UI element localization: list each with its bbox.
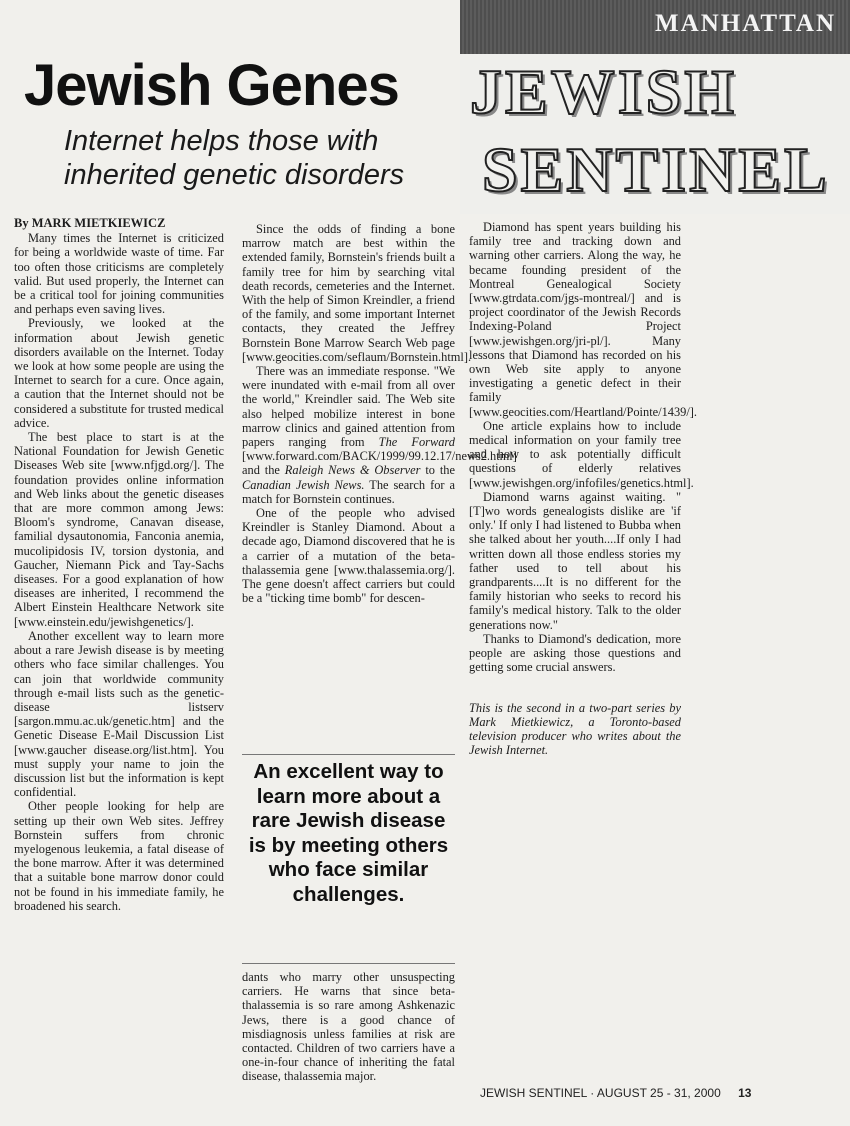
article-column-2-continued (242, 970, 455, 1084)
paragraph-text: The search for a match for Bornstein continues. (242, 477, 456, 506)
paragraph: Diamond warns against waiting. "[T]wo words genealogists dislike are 'if only.' If only I had listened to Bubba when she talked about her youth....If only I had written down all those endless stories my father used to tell about his grandparents....It is no different for the family historian who seeks to record his family's medical history. Talk to the older generations now." (469, 489, 681, 632)
publication-name: Raleigh News & Observer (284, 463, 421, 478)
paragraph: Other people looking for help are setting up their own Web sites. Jeffrey Bornstein suffers from chronic myelogenous leukemia, a fatal disease of the bone marrow. After it was determined that a suitable bone marrow donor could not be found in his immediate family, he broadened his search. (14, 799, 224, 913)
page-footer (480, 1086, 751, 1100)
paragraph: Many times the Internet is criticized for being a worldwide waste of time. Far too often those criticisms are completely valid. But used properly, the Internet can be a critical tool for joining communities and perhaps even saving lives. (14, 231, 224, 317)
paragraph-text: [www.forward.com/BACK/1999/99.12.17/news2.html] and the (242, 449, 517, 478)
paragraph: One of the people who advised Kreindler is Stanley Diamond. About a decade ago, Diamond discovered that he is a carrier of a mutation of the beta-thalassemia gene [www.thalassemia.org/]. The gene doesn't affect carriers but could be a "ticking time bomb" for descen- (242, 506, 455, 606)
pullquote-rule (242, 963, 455, 964)
publication-name: Canadian Jewish News. (242, 477, 365, 492)
paragraph: Diamond has spent years building his family tree and tracking down and warning other carriers. Along the way, he became founding president of the Montreal Genealogical Society [www.gtrdata.com/jgs-montreal/] and is project coordinator of the Jewish Records Indexing-Poland Project [www.jewishgen.org/jri-pl/]. Many lessons that Diamond has recorded on his own Web site apply to anyone investigating a genetic defect in their family [www.geocities.com/Heartland/Pointe/1439/]. (469, 220, 698, 419)
paragraph-text: There was an immediate response. "We were inundated with e-mail from all over the world," Kreindler said. The Web site also helped mobilize interest in bone marrow clinics and gained attention from papers ranging from (242, 364, 455, 450)
paragraph: dants who marry other unsuspecting carriers. He warns that since beta-thalassemia is so rare among Ashkenazic Jews, there is a good chance of misdiagnosis unless families at risk are contacted. Children of two carriers have a one-in-four chance of inheriting the fatal disease, thalassemia major. (242, 970, 455, 1084)
byline: By MARK MIETKIEWICZ (14, 216, 166, 230)
paragraph: Since the odds of finding a bone marrow match are best within the extended family, Bornstein's friends built a family tree for him by searching vital death records, cemeteries and the Internet. With the help of Simon Kreindler, a friend of the family, and some important Internet contacts, they created the Jeffrey Bornstein Bone Marrow Search Web page [www.geocities.com/seflaum/Bornstein.html]. (242, 222, 472, 364)
author-note-text: This is the second in a two-part series by Mark Mietkiewicz, a Toronto-based television producer who writes about the Jewish Internet. (469, 700, 681, 758)
article-subhead (64, 124, 404, 192)
newspaper-masthead (460, 54, 850, 214)
pullquote-rule (242, 754, 455, 755)
paragraph: Previously, we looked at the information about Jewish genetic disorders available on the Internet. Today we look at how some people are using the Internet to search for a cure. Once again, a caution that the Internet should not be considered a substitute for trusted medical advice. (14, 316, 224, 430)
paragraph: Another excellent way to learn more about a rare Jewish disease is by meeting others who face similar challenges. You can join that worldwide community through e-mail lists such as the genetic-disease listserv [sargon.mmu.ac.uk/genetic.htm] and the Genetic Disease E-Mail Discussion List [www.gaucher disease.org/list.htm]. You must supply your name to join the discussion list but the information is kept confidential. (14, 628, 224, 800)
section-label: MANHATTAN (655, 10, 836, 37)
article-column-1 (14, 216, 224, 913)
paragraph: One article explains how to include medical information on your family tree and how to ask potentially difficult questions of elderly relatives [www.jewishgen.org/infofiles/genetics.html]. (469, 418, 694, 490)
article-headline: Jewish Genes (24, 53, 399, 118)
masthead-word-jewish: JEWISH (470, 56, 737, 127)
paragraph (242, 364, 517, 506)
article-column-3 (469, 220, 698, 758)
masthead-word-sentinel: SENTINEL (482, 134, 830, 205)
publication-name: The Forward (378, 435, 455, 450)
paragraph-text: to the (425, 463, 455, 478)
paragraph: Thanks to Diamond's dedication, more people are asking those questions and getting some crucial answers. (469, 631, 681, 675)
page-number: 13 (738, 1086, 752, 1100)
author-note (469, 701, 681, 758)
subhead-line-1: Internet helps those with (64, 125, 379, 157)
paragraph: The best place to start is at the National Foundation for Jewish Genetic Diseases Web site [www.nfjgd.org/]. The foundation provides online information and Web links about the genetic diseases that are more common among Jews: Bloom's syndrome, Canavan disease, familial dysautonomia, Fanconia anemia, mucolipidosis IV, torsion dystonia, and Gaucher, Niemann Pick and Tay-Sachs diseases. For a good explanation of how diseases are inherited, I recommend the Albert Einstein Healthcare Network site [www.einstein.edu/jewishgenetics/]. (14, 430, 224, 629)
subhead-line-2: inherited genetic disorders (64, 159, 405, 192)
article-column-2 (242, 222, 517, 606)
pullquote: An excellent way to learn more about a rare Jewish disease is by meeting others who face similar challenges. (248, 760, 449, 906)
footer-publication: JEWISH SENTINEL · AUGUST 25 - 31, 2000 (480, 1086, 721, 1100)
section-banner (460, 0, 850, 56)
